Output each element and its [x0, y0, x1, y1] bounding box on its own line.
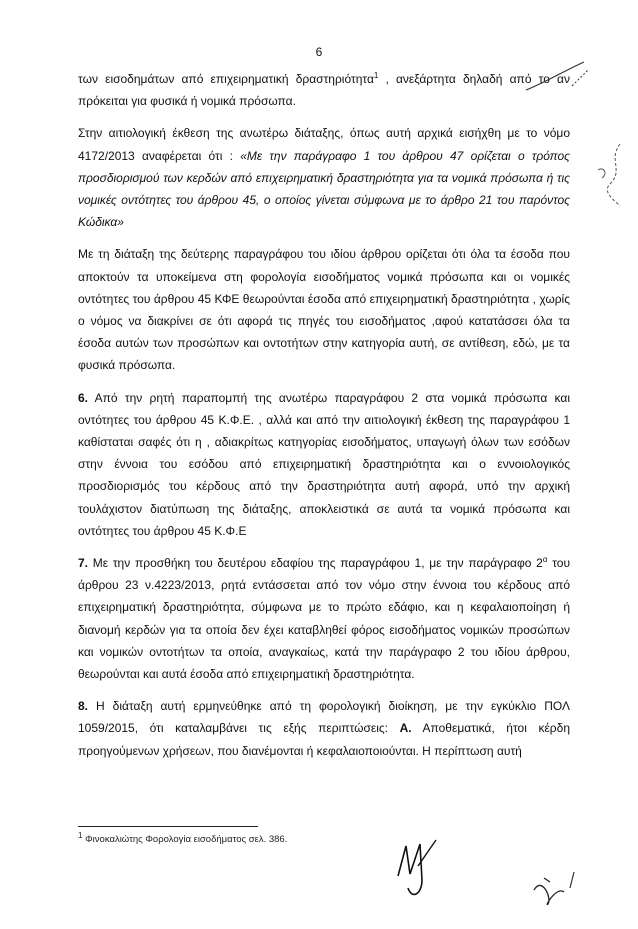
paragraph-2	[78, 122, 570, 233]
footnote-divider	[78, 826, 258, 827]
paragraph-1-text: των εισοδημάτων από επιχειρηματική δραστηριότητα	[78, 72, 374, 86]
paragraph-7-superscript: α	[542, 555, 548, 565]
margin-scribble	[590, 140, 630, 210]
paragraph-8	[78, 695, 570, 762]
paragraph-7-text-b: του άρθρου 23 ν.4223/2013, ρητά εντάσσεται από τον νόμο στην έννοια του κέρδους από επιχειρηματική δραστηριότητα, σύμφωνα με το πρώτο εδάφιο, και η κεφαλαιοποίηση ή διανομή κερδών για τα οποία δεν έχει καταβληθεί φόρος εισοδήματος νομικών προσώπων και νομικών οντοτήτων τα οποία, αναγκαίως, κατά την παράγραφο 2 του ιδίου άρθρου, θεωρούνται και αυτά έσοδα από επιχειρηματική δραστηριότητα.	[78, 556, 571, 682]
paragraph-6-text: Από την ρητή παραπομπή της ανωτέρω παραγράφου 2 στα νομικά πρόσωπα και οντότητες του άρθρου 45 Κ.Φ.Ε. , αλλά και από την αιτιολογική έκθεση της παραγράφου 1 καθίσταται σαφές ότι η , αδιακρίτως κατηγορίας εισοδήματος, υπαγωγή όλων των εσόδων στην έννοια του εσόδου από επιχειρηματική δραστηριότητα και ο εννοιολογικός προσδιορισμός του κέρδους από την δραστηριότητα αυτή αφορά, υπό την αρχική τουλάχιστον διατύπωση της διάταξης, αποκλειστικά σε αυτά τα νομικά πρόσωπα και οντότητες του άρθρου 45 Κ.Φ.Ε	[78, 390, 570, 538]
signature-initials	[392, 836, 442, 904]
paragraph-7	[78, 552, 570, 685]
paragraph-7-text-a: Με την προσθήκη του δευτέρου εδαφίου της παραγράφου 1, με την παράγραφο 2	[88, 556, 543, 571]
footnote-marker: 1	[78, 830, 83, 840]
body-text	[78, 68, 570, 772]
paragraph-8-text-b: Αποθεματικά, ήτοι κέρδη προηγούμενων χρήσεων, που διανέμονται ή κεφαλαιοποιούνται. Η περίπτωση αυτή	[78, 721, 570, 758]
page-number: 6	[315, 45, 323, 59]
paragraph-3	[78, 243, 570, 376]
footnote-text: Φινοκαλιώτης Φορολογία εισοδήματος σελ. 386.	[82, 834, 288, 845]
paragraph-1-rest: , ανεξάρτητα δηλαδή από το αν πρόκειται για φυσικά ή νομικά πρόσωπα.	[78, 72, 570, 109]
paragraph-1	[78, 68, 570, 112]
paragraph-2-text: Στην αιτιολογική έκθεση της ανωτέρω διάταξης, όπως αυτή αρχικά εισήχθη με το νόμο 4172/2013 αναφέρεται ότι :	[78, 126, 570, 163]
signature-mark	[530, 868, 580, 912]
paragraph-6-number: 6.	[78, 390, 89, 405]
footnote-ref: 1	[373, 71, 379, 80]
paragraph-6	[78, 387, 570, 542]
paragraph-3-text: Με τη διάταξη της δεύτερης παραγράφου του ιδίου άρθρου ορίζεται ότι όλα τα έσοδα που αποκτούν τα υποκείμενα στη φορολογία εισοδήματος νομικά πρόσωπα και οι νομικές οντότητες του άρθρου 45 ΚΦΕ θεωρούνται έσοδα από επιχειρηματική δραστηριότητα , χωρίς ο νόμος να διακρίνει σε ότι αφορά τις πηγές του εισοδήματος ,αφού κατατάσσει όλα τα έσοδα αυτών των προσώπων και οντοτήτων στην κατηγορία αυτή, σε αντίθεση, εδώ, με τα φυσικά πρόσωπα.	[78, 247, 570, 373]
paragraph-8-number: 8.	[78, 699, 89, 714]
handwritten-stamp-mark	[522, 58, 592, 94]
paragraph-2-quote: «Με την παράγραφο 1 του άρθρου 47 ορίζεται ο τρόπος προσδιορισμού των κερδών από επιχειρηματική δραστηριότητα για τα νομικά πρόσωπα ή τις νομικές οντότητες του άρθρου 45, ο οποίος γίνεται σύμφωνα με το άρθρο 21 του παρόντος Κώδικα»	[78, 148, 570, 230]
footnote	[78, 830, 288, 845]
paragraph-7-number: 7.	[78, 556, 89, 571]
paragraph-8-text-a: Η διάταξη αυτή ερμηνεύθηκε από τη φορολογική διοίκηση, με την εγκύκλιο ΠΟΛ 1059/2015, ότι καταλαμβάνει τις εξής περιπτώσεις:	[78, 699, 570, 736]
paragraph-8-label: Α.	[399, 721, 412, 736]
